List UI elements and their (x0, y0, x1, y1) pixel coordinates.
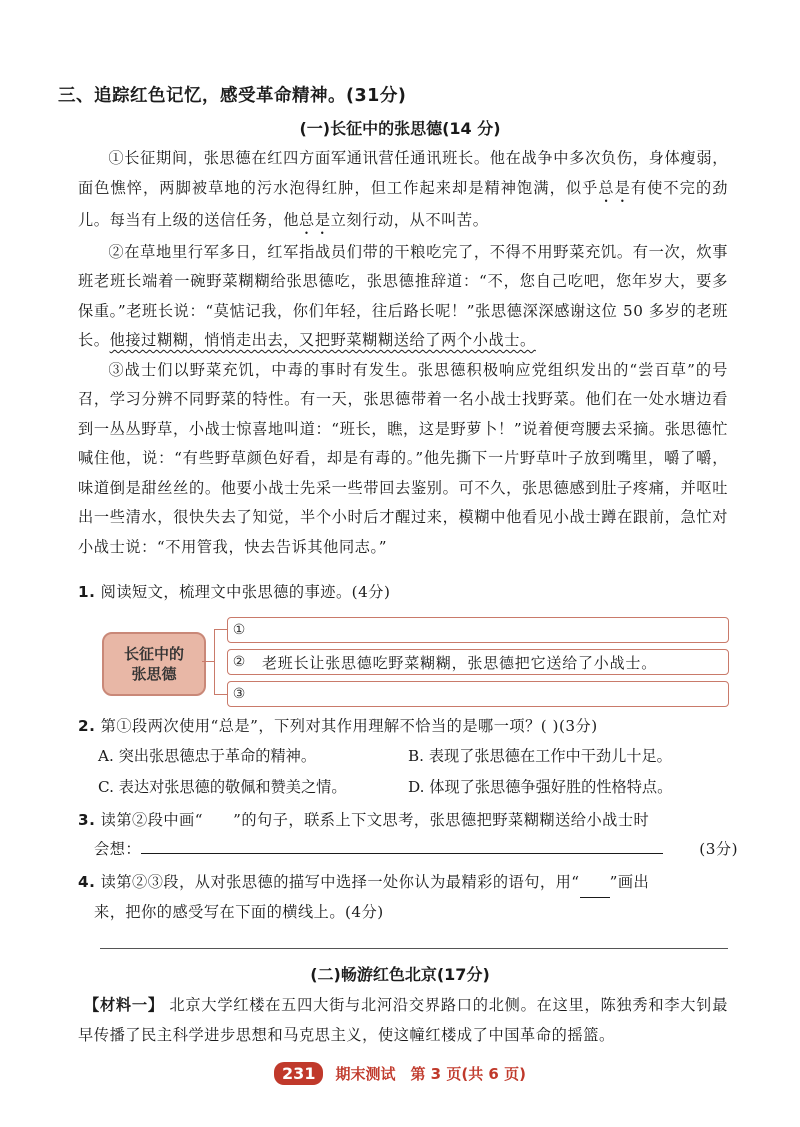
emphasis-word: 总是 (299, 210, 331, 229)
connector-line (202, 661, 214, 662)
mind-map-topic-badge: 长征中的 张思德 (102, 632, 206, 696)
question-4: 4. 读第②③段，从对张思德的描写中选择一处你认为最精彩的语句，用“ ”画出 来，把你的感受写在下面的横线上。(4分) (78, 868, 738, 927)
section-title: 三、追踪红色记忆，感受革命精神。(31分) (58, 86, 407, 106)
question-3: 3. 读第②段中画“ ”的句子，联系上下文思考，张思德把野菜糊糊送给小战士时 会想： (3分) (78, 806, 738, 864)
paragraph-2: ②在草地里行军多日，红军指战员们带的干粮吃完了，不得不用野菜充饥。有一次，炊事班老班长端着一碗野菜糊糊给张思德吃，张思德推辞道：“不，您自己吃吧，您年岁大，要多保重。”老班长说：“莫惦记我，你们年轻，往后路长呢！”张思德深深感谢这位 50 多岁的老班长。他接过糊糊，悄悄走出去，又把野菜糊糊送给了两个小战士。 (78, 242, 728, 349)
paragraph-3: ③战士们以野菜充饥，中毒的事时有发生。张思德积极响应党组织发出的“尝百草”的号召，学习分辨不同野菜的特性。有一天，张思德带着一名小战士找野菜。他们在一处水塘边看到一丛丛野草，小战士惊喜地叫道：“班长，瞧，这是野萝卜！”说着便弯腰去采摘。张思德忙喊住他，说：“有些野草颜色好看，却是有毒的。”他先撕下一片野草叶子放到嘴里，嚼了嚼，味道倒是甜丝丝的。他要小战士先采一些带回去鉴别。可不久，张思德感到肚子疼痛，并呕吐出一些清水，很快失去了知觉，半个小时后才醒过来，模糊中他看见小战士蹲在跟前，急忙对小战士说：“不用管我，快去告诉其他同志。” (78, 360, 728, 556)
wavy-underlined-sentence: 他接过糊糊，悄悄走出去，又把野菜糊糊送给了两个小战士。 (109, 331, 536, 349)
page-footer (0, 1062, 800, 1085)
option-c[interactable]: C. 表达对张思德的敬佩和赞美之情。 (98, 778, 347, 796)
question-1: 1. 阅读短文，梳理文中张思德的事迹。(4分) (78, 583, 391, 601)
footer-text: 期末测试 第 3 页(共 6 页) (335, 1065, 526, 1083)
mind-map-row-2[interactable]: ② 老班长让张思德吃野菜糊糊，张思德把它送给了小战士。 (227, 649, 729, 675)
connector-bracket (214, 629, 227, 695)
material-label: 【材料一】 (84, 996, 164, 1014)
question-2: 2. 第①段两次使用“总是”，下列对其作用理解不恰当的是哪一项？( )(3分) (78, 717, 598, 735)
option-d[interactable]: D. 体现了张思德争强好胜的性格特点。 (408, 778, 673, 796)
passage-title: (一)长征中的张思德(14 分) (299, 119, 501, 138)
underline-mark-sample (580, 868, 610, 898)
passage-body (78, 144, 728, 562)
question-2-options (98, 742, 738, 802)
paragraph-1: ①长征期间，张思德在红四方面军通讯营任通讯班长。他在战争中多次负伤，身体瘦弱，面色憔悴，两脚被草地的污水泡得红肿，但工作起来却是精神饱满，似乎总是有使不完的劲儿。每当有上级的送信任务，他总是立刻行动，从不叫苦。 (78, 149, 729, 229)
answer-line-q3[interactable] (141, 837, 663, 854)
answer-line-q4[interactable] (100, 948, 728, 949)
passage-2-title: (二)畅游红色北京(17分) (310, 965, 490, 984)
option-a[interactable]: A. 突出张思德忠于革命的精神。 (98, 747, 317, 765)
option-b[interactable]: B. 表现了张思德在工作中干劲儿十足。 (408, 747, 672, 765)
mind-map (102, 617, 728, 707)
mind-map-row-1[interactable]: ① (227, 617, 729, 643)
page-number: 231 (274, 1062, 323, 1085)
emphasis-word: 总是 (598, 178, 631, 197)
material-1: 【材料一】 北京大学红楼在五四大街与北河沿交界路口的北侧。在这里，陈独秀和李大钊最早传播了民主科学进步思想和马克思主义，使这幢红楼成了中国革命的摇篮。 (78, 996, 729, 1044)
wavy-mark-sample (203, 806, 233, 835)
mind-map-row-3[interactable]: ③ (227, 681, 729, 707)
